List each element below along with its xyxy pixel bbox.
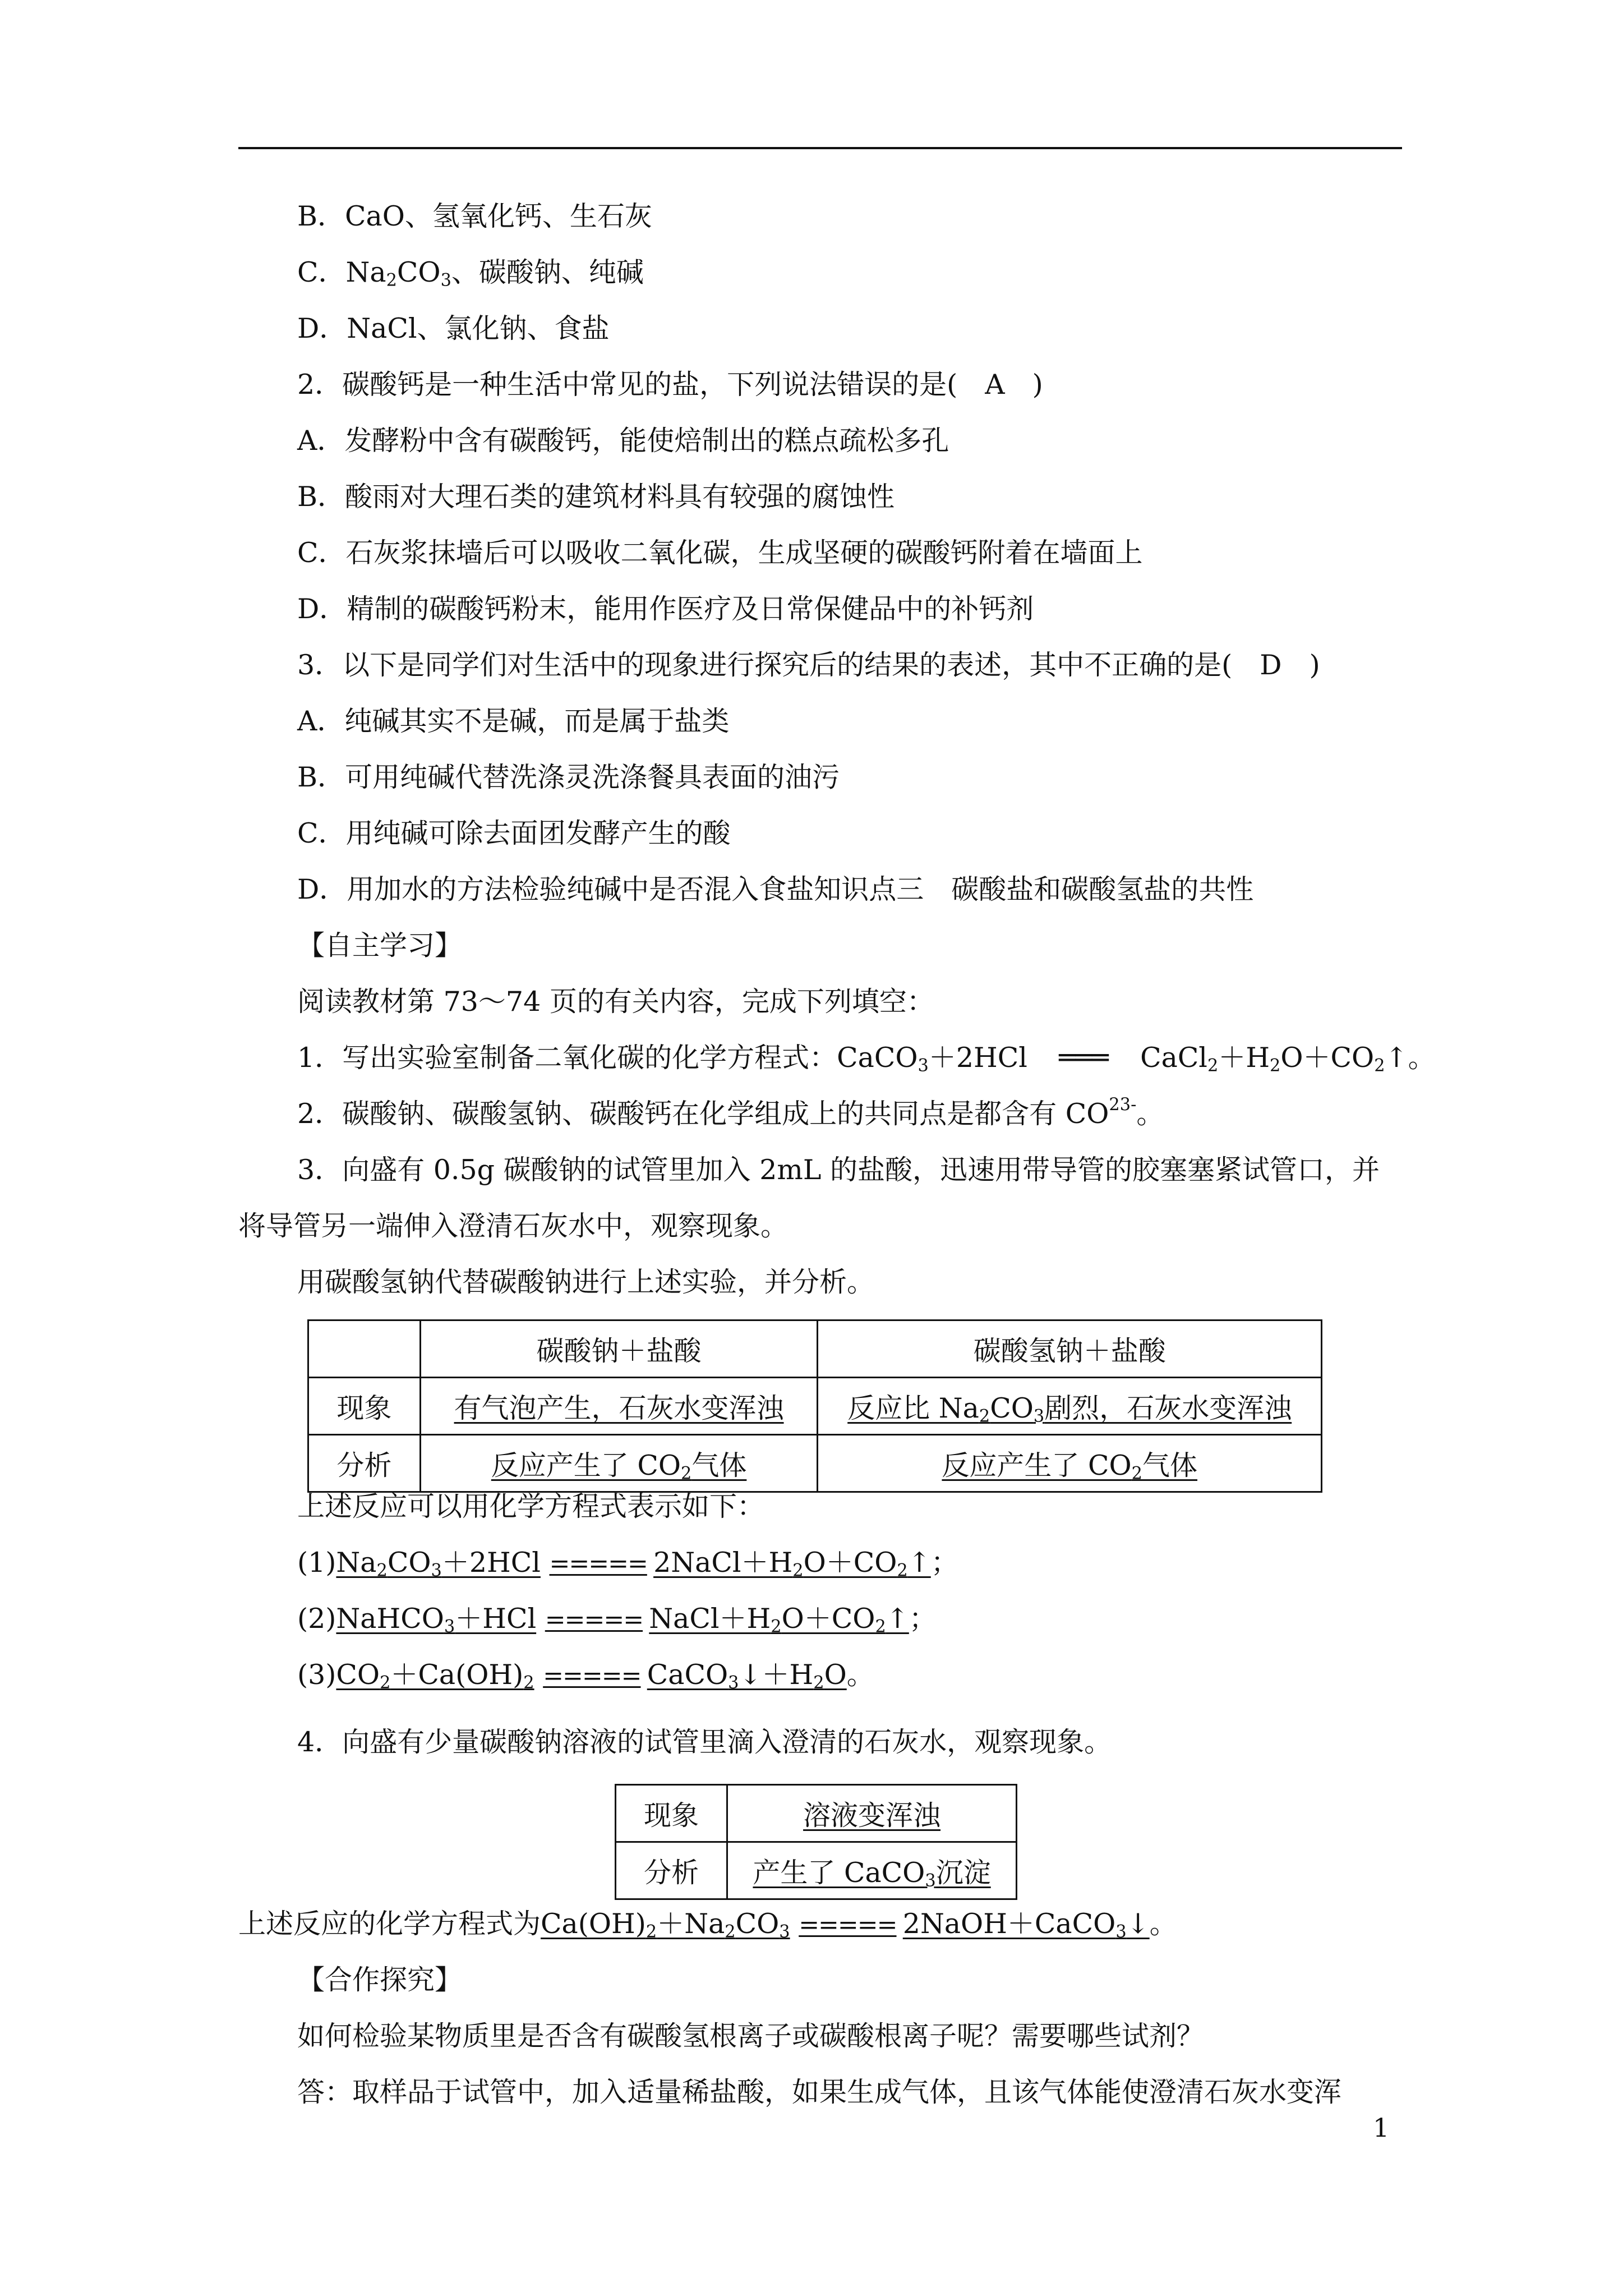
table-cell-empty	[308, 1320, 421, 1378]
table-label-phenomenon: 现象	[308, 1378, 421, 1435]
section-heading-cooperative: 【合作探究】	[297, 1964, 463, 1996]
reading-instruction: 阅读教材第 73～74 页的有关内容，完成下列填空：	[297, 986, 934, 1018]
question-3-option-a: A．纯碱其实不是碱，而是属于盐类	[297, 705, 730, 737]
cooperative-question: 如何检验某物质里是否含有碳酸氢根离子或碳酸根离子呢？需要哪些试剂？	[297, 2020, 1205, 2052]
table-cell: 有气泡产生，石灰水变浑浊	[420, 1378, 818, 1435]
question-2-option-a: A．发酵粉中含有碳酸钙，能使焙制出的糕点疏松多孔	[297, 425, 949, 457]
option-b: B．CaO、氢氧化钙、生石灰	[297, 200, 652, 232]
question-3-option-c: C．用纯碱可除去面团发酵产生的酸	[297, 817, 731, 849]
option-d: D．NaCl、氯化钠、食盐	[297, 312, 610, 344]
item-3-line-3: 用碳酸氢钠代替碳酸钠进行上述实验，并分析。	[297, 1266, 875, 1298]
question-2-option-c: C．石灰浆抹墙后可以吸收二氧化碳，生成坚硬的碳酸钙附着在墙面上	[297, 537, 1143, 569]
table-cell: 产生了 CaCO$_3$沉淀	[727, 1842, 1017, 1899]
question-3: 3．以下是同学们对生活中的现象进行探究后的结果的表述，其中不正确的是( D )	[297, 649, 1320, 681]
question-3-option-d: D．用加水的方法检验纯碱中是否混入食盐知识点三 碳酸盐和碳酸氢盐的共性	[297, 873, 1254, 905]
experiment-table-2	[615, 1784, 1017, 1900]
table-cell: 溶液变浑浊	[727, 1785, 1017, 1842]
table-label-analysis: 分析	[616, 1842, 727, 1899]
question-3-option-b: B．可用纯碱代替洗涤灵洗涤餐具表面的油污	[297, 761, 840, 793]
table-header-sodium-carbonate: 碳酸钠＋盐酸	[420, 1320, 818, 1378]
experiment-table-1	[307, 1319, 1322, 1493]
table-label-analysis: 分析	[308, 1435, 421, 1492]
table-row	[616, 1842, 1017, 1899]
page-number: 1	[1373, 2113, 1390, 2143]
item-4-equation: 上述反应的化学方程式为$Ca(OH)_2+Na_2CO_3$ ===== 2NaOH＋CaCO$_3$↓。	[238, 1908, 1177, 1942]
table-cell: 反应产生了 $CO_2$气体	[818, 1435, 1322, 1492]
equation-intro: 上述反应可以用化学方程式表示如下：	[297, 1490, 765, 1522]
item-2-common-point: 2．碳酸钠、碳酸氢钠、碳酸钙在化学组成上的共同点是都含有 $CO^{23-}$。	[297, 1095, 1164, 1130]
equation-3: $(3)CO_2+Ca(OH)_2$ ===== $CaCO_3↓+H_2O$。	[297, 1659, 874, 1693]
cooperative-answer: 答：取样品于试管中，加入适量稀盐酸，如果生成气体，且该气体能使澄清石灰水变浑	[297, 2076, 1342, 2108]
question-2: 2．碳酸钙是一种生活中常见的盐，下列说法错误的是( A )	[297, 369, 1043, 401]
option-c: C．$Na_2CO_3$、碳酸钠、纯碱	[297, 256, 644, 291]
item-4: 4．向盛有少量碳酸钠溶液的试管里滴入澄清的石灰水，观察现象。	[297, 1726, 1112, 1758]
table-header-sodium-bicarbonate: 碳酸氢钠＋盐酸	[818, 1320, 1322, 1378]
item-3-line-1: 3．向盛有 0.5g 碳酸钠的试管里加入 2mL 的盐酸，迅速用带导管的胶塞塞紧试管口，并	[297, 1154, 1380, 1186]
equation-1: $(1)Na_2CO_3+2HCl$ ===== $2NaCl+H_2O+CO_2↑$；	[297, 1547, 958, 1581]
table-cell: 反应比 $Na_2CO_3$剧烈，石灰水变浑浊	[818, 1378, 1322, 1435]
table-cell: 反应产生了 $CO_2$气体	[420, 1435, 818, 1492]
section-heading-self-study: 【自主学习】	[297, 930, 463, 961]
table-row	[616, 1785, 1017, 1842]
table-label-phenomenon: 现象	[616, 1785, 727, 1842]
item-1-equation: 1．写出实验室制备二氧化碳的化学方程式：CaCO$_3$＋2HCl ═══ $CaCl_2+H_2O+CO_2↑$。	[297, 1042, 1436, 1076]
table-row	[308, 1435, 1322, 1492]
header-rule	[238, 147, 1402, 149]
table-row	[308, 1378, 1322, 1435]
equation-2: (2)NaHCO$_3$＋HCl ===== $NaCl+H_2O+CO_2↑$；	[297, 1603, 937, 1637]
table-row	[308, 1320, 1322, 1378]
question-2-option-b: B．酸雨对大理石类的建筑材料具有较强的腐蚀性	[297, 481, 895, 513]
item-3-line-2: 将导管另一端伸入澄清石灰水中，观察现象。	[238, 1210, 789, 1242]
question-2-option-d: D．精制的碳酸钙粉末，能用作医疗及日常保健品中的补钙剂	[297, 593, 1034, 625]
